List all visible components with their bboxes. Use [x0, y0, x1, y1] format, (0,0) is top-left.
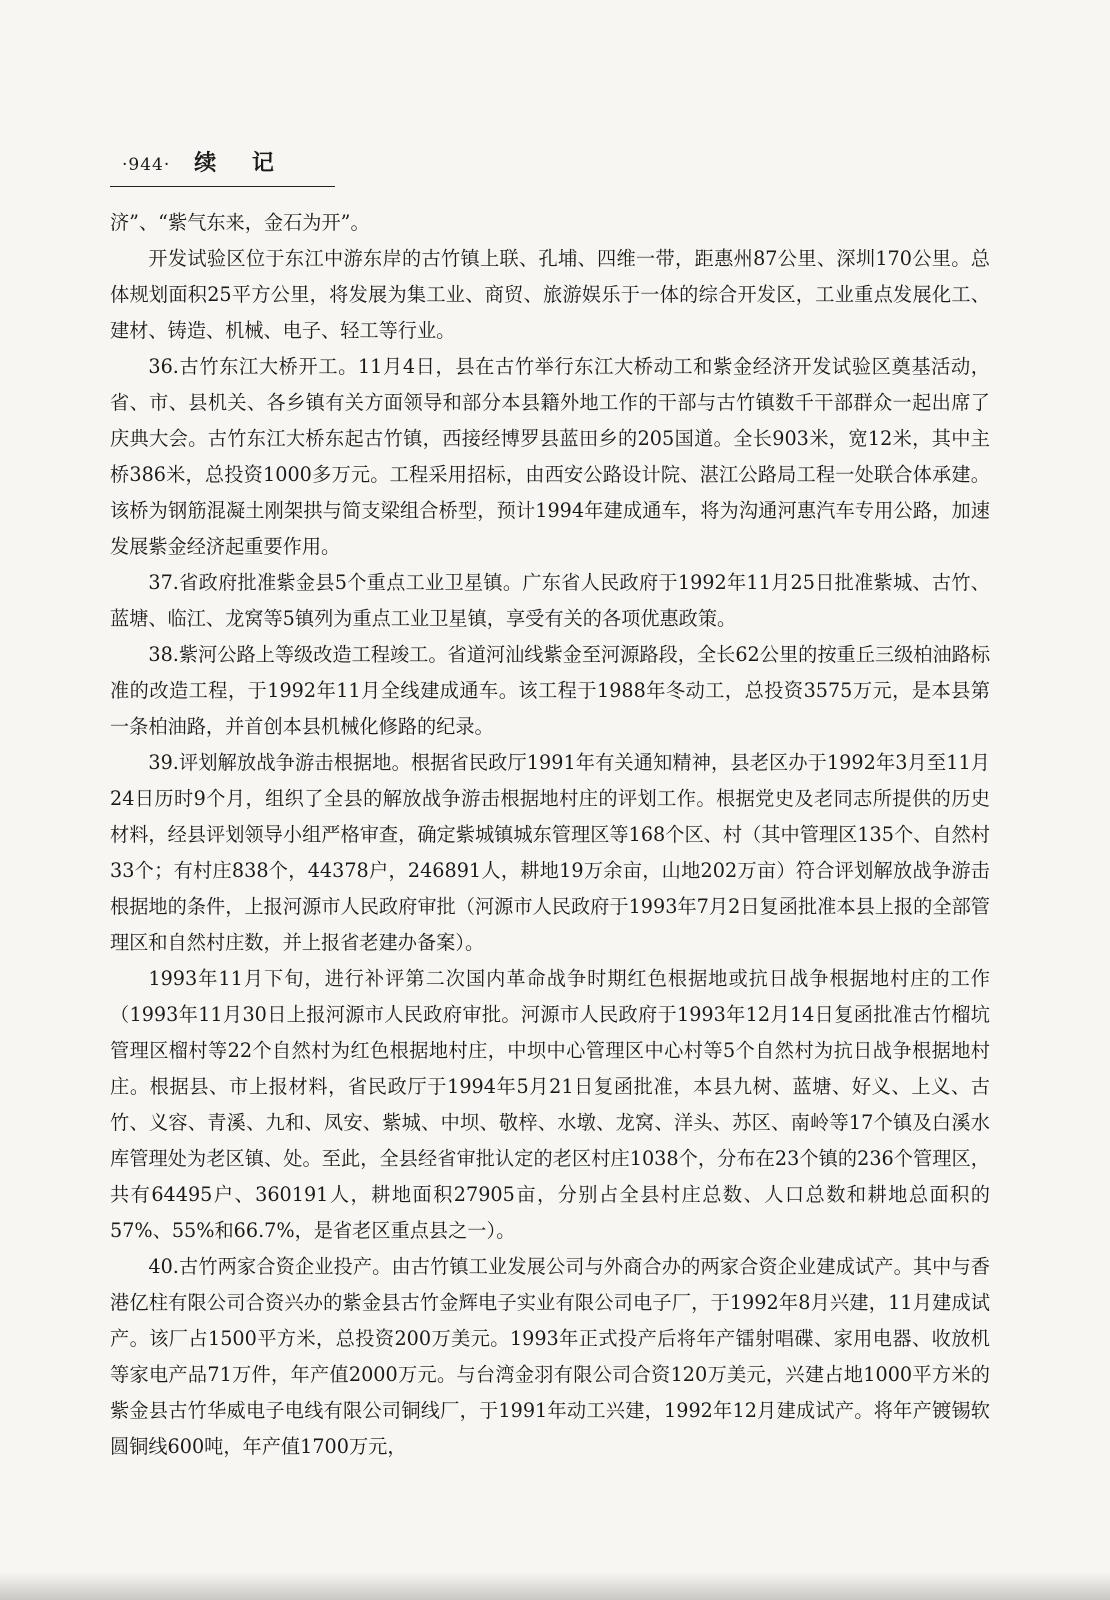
paragraph-item-36: 36.古竹东江大桥开工。11月4日，县在古竹举行东江大桥动工和紫金经济开发试验区奠基活动，省、市、县机关、各乡镇有关方面领导和部分本县籍外地工作的干部与古竹镇数千干部群众一起出席了庆典大会。古竹东江大桥东起古竹镇，西接经博罗县蓝田乡的205国道。全长903米，宽12米，其中主桥386米，总投资1000多万元。工程采用招标，由西安公路设计院、湛江公路局工程一处联合体承建。该桥为钢筋混凝土刚架拱与简支梁组合桥型，预计1994年建成通车，将为沟通河惠汽车专用公路，加速发展紫金经济起重要作用。 — [110, 355, 990, 558]
paragraph-item-37: 37.省政府批准紫金县5个重点工业卫星镇。广东省人民政府于1992年11月25日批准紫城、古竹、蓝塘、临江、龙窝等5镇列为重点工业卫星镇，享受有关的各项优惠政策。 — [110, 571, 990, 630]
body-text — [110, 205, 990, 1465]
section-title: 续 记 — [194, 150, 288, 176]
page-header — [110, 146, 335, 187]
scan-bottom-edge — [0, 1572, 1110, 1600]
paragraph-item-40: 40.古竹两家合资企业投产。由古竹镇工业发展公司与外商合办的两家合资企业建成试产。其中与香港亿柱有限公司合资兴办的紫金县古竹金辉电子实业有限公司电子厂，于1992年8月兴建，11月建成试产。该厂占1500平方米，总投资200万美元。1993年正式投产后将年产镭射唱碟、家用电器、收放机等家电产品71万件，年产值2000万元。与台湾金羽有限公司合资120万美元，兴建占地1000平方米的紫金县古竹华威电子电线有限公司铜线厂，于1991年动工兴建，1992年12月建成试产。将年产镀锡软圆铜线600吨，年产值1700万元， — [110, 1255, 990, 1458]
paragraph-continuation: 济”、“紫气东来，金石为开”。 — [110, 211, 370, 234]
paragraph-item-39: 39.评划解放战争游击根据地。根据省民政厅1991年有关通知精神，县老区办于1992年3月至11月24日历时9个月，组织了全县的解放战争游击根据地村庄的评划工作。根据党史及老同志所提供的历史材料，经县评划领导小组严格审查，确定紫城镇城东管理区等168个区、村（其中管理区135个、自然村33个；有村庄838个，44378户，246891人，耕地19万余亩，山地202万亩）符合评划解放战争游击根据地的条件，上报河源市人民政府审批（河源市人民政府于1993年7月2日复函批准本县上报的全部管理区和自然村庄数，并上报省老建办备案）。 — [110, 751, 990, 954]
paragraph-revolutionary-bases: 1993年11月下旬，进行补评第二次国内革命战争时期红色根据地或抗日战争根据地村庄的工作（1993年11月30日上报河源市人民政府审批。河源市人民政府于1993年12月14日复函批准古竹榴坑管理区榴村等22个自然村为红色根据地村庄，中坝中心管理区中心村等5个自然村为抗日战争根据地村庄。根据县、市上报材料，省民政厅于1994年5月21日复函批准，本县九树、蓝塘、好义、上义、古竹、义容、青溪、九和、凤安、紫城、中坝、敬梓、水墩、龙窝、洋头、苏区、南岭等17个镇及白溪水库管理处为老区镇、处。至此，全县经省审批认定的老区村庄1038个，分布在23个镇的236个管理区，共有64495户、360191人，耕地面积27905亩，分别占全县村庄总数、人口总数和耕地总面积的57%、55%和66.7%，是省老区重点县之一）。 — [110, 967, 990, 1242]
paragraph-development-zone: 开发试验区位于东江中游东岸的古竹镇上联、孔埔、四维一带，距惠州87公里、深圳170公里。总体规划面积25平方公里，将发展为集工业、商贸、旅游娱乐于一体的综合开发区，工业重点发展化工、建材、铸造、机械、电子、轻工等行业。 — [110, 247, 990, 342]
paragraph-item-38: 38.紫河公路上等级改造工程竣工。省道河汕线紫金至河源路段，全长62公里的按重丘三级柏油路标准的改造工程，于1992年11月全线建成通车。该工程于1988年冬动工，总投资3575万元，是本县第一条柏油路，并首创本县机械化修路的纪录。 — [110, 643, 991, 738]
page-number: ·944· — [122, 155, 171, 175]
